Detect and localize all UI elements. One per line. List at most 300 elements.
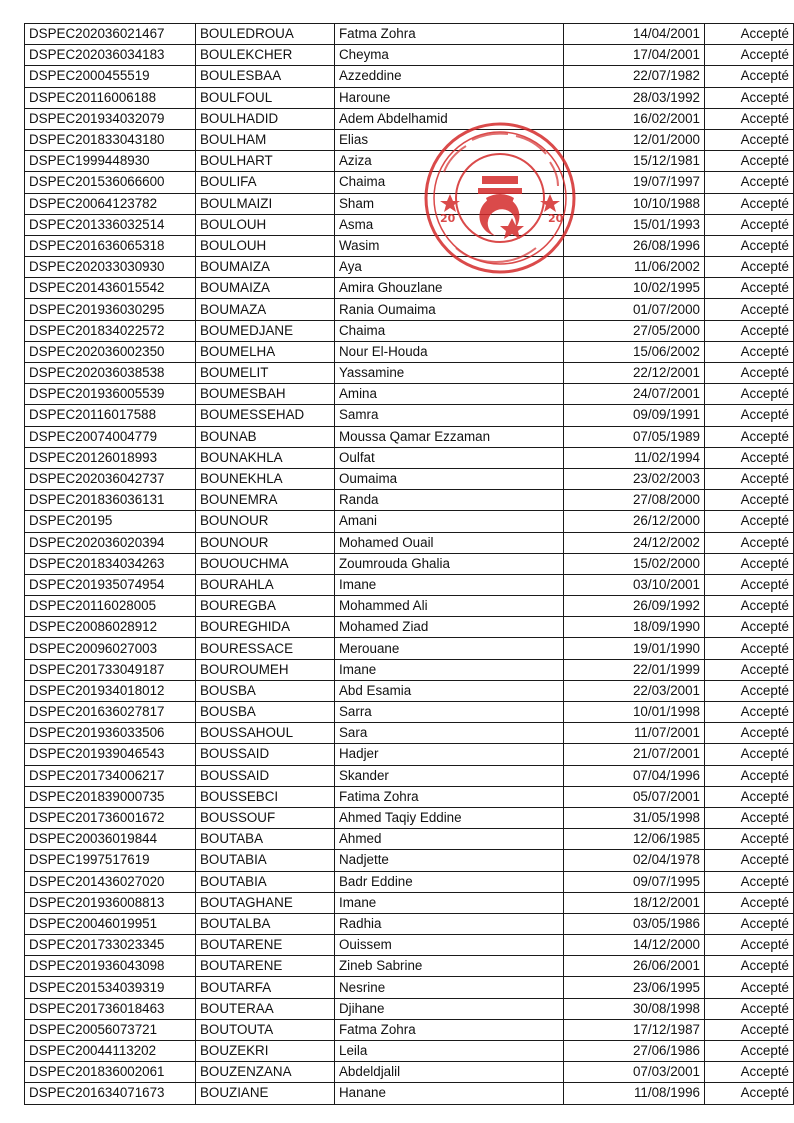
birth-date-cell: 24/07/2001 (564, 384, 705, 405)
status-cell: Accepté (705, 786, 794, 807)
table-row (25, 66, 794, 87)
table-row (25, 892, 794, 913)
candidate-id-cell: DSPEC201836002061 (25, 1062, 196, 1083)
last-name-cell: BOUSSAHOUL (196, 723, 335, 744)
candidate-id-cell: DSPEC20046019951 (25, 913, 196, 934)
birth-date-cell: 27/05/2000 (564, 320, 705, 341)
last-name-cell: BOULOUH (196, 214, 335, 235)
status-cell: Accepté (705, 257, 794, 278)
candidate-id-cell: DSPEC20116028005 (25, 596, 196, 617)
status-cell: Accepté (705, 214, 794, 235)
status-cell: Accepté (705, 807, 794, 828)
candidate-id-cell: DSPEC202036002350 (25, 341, 196, 362)
last-name-cell: BOUTARENE (196, 956, 335, 977)
first-name-cell: Nesrine (335, 977, 564, 998)
status-cell: Accepté (705, 468, 794, 489)
first-name-cell: Oulfat (335, 447, 564, 468)
last-name-cell: BOULFOUL (196, 87, 335, 108)
birth-date-cell: 10/10/1988 (564, 193, 705, 214)
birth-date-cell: 22/03/2001 (564, 680, 705, 701)
candidate-id-cell: DSPEC2000455519 (25, 66, 196, 87)
candidate-id-cell: DSPEC201934032079 (25, 108, 196, 129)
first-name-cell: Badr Eddine (335, 871, 564, 892)
status-cell: Accepté (705, 998, 794, 1019)
first-name-cell: Fatima Zohra (335, 786, 564, 807)
last-name-cell: BOULEDROUA (196, 24, 335, 45)
first-name-cell: Cheyma (335, 45, 564, 66)
status-cell: Accepté (705, 892, 794, 913)
stamp-year-left: 20 (440, 212, 456, 225)
status-cell: Accepté (705, 426, 794, 447)
status-cell: Accepté (705, 511, 794, 532)
last-name-cell: BOURESSACE (196, 638, 335, 659)
birth-date-cell: 07/03/2001 (564, 1062, 705, 1083)
first-name-cell: Oumaima (335, 468, 564, 489)
table-row (25, 214, 794, 235)
birth-date-cell: 15/01/1993 (564, 214, 705, 235)
birth-date-cell: 02/04/1978 (564, 850, 705, 871)
first-name-cell: Mohamed Ziad (335, 617, 564, 638)
candidate-id-cell: DSPEC201834022572 (25, 320, 196, 341)
first-name-cell: Nadjette (335, 850, 564, 871)
status-cell: Accepté (705, 45, 794, 66)
first-name-cell: Zoumrouda Ghalia (335, 553, 564, 574)
candidate-id-cell: DSPEC201534039319 (25, 977, 196, 998)
first-name-cell: Randa (335, 490, 564, 511)
table-row (25, 596, 794, 617)
table-row (25, 871, 794, 892)
last-name-cell: BOUMAIZA (196, 257, 335, 278)
status-cell: Accepté (705, 447, 794, 468)
status-cell: Accepté (705, 765, 794, 786)
last-name-cell: BOUNEMRA (196, 490, 335, 511)
status-cell: Accepté (705, 108, 794, 129)
birth-date-cell: 27/08/2000 (564, 490, 705, 511)
birth-date-cell: 17/12/1987 (564, 1019, 705, 1040)
last-name-cell: BOUSBA (196, 702, 335, 723)
table-row (25, 257, 794, 278)
last-name-cell: BOUREGBA (196, 596, 335, 617)
last-name-cell: BOUROUMEH (196, 659, 335, 680)
first-name-cell: Asma (335, 214, 564, 235)
candidate-id-cell: DSPEC20044113202 (25, 1041, 196, 1062)
first-name-cell: Adem Abdelhamid (335, 108, 564, 129)
table-row (25, 108, 794, 129)
last-name-cell: BOUTARENE (196, 935, 335, 956)
table-row (25, 935, 794, 956)
last-name-cell: BOUTALBA (196, 913, 335, 934)
first-name-cell: Wasim (335, 235, 564, 256)
first-name-cell: Imane (335, 892, 564, 913)
birth-date-cell: 23/06/1995 (564, 977, 705, 998)
table-row (25, 532, 794, 553)
first-name-cell: Mohamed Ouail (335, 532, 564, 553)
last-name-cell: BOUTARFA (196, 977, 335, 998)
table-row (25, 87, 794, 108)
last-name-cell: BOUMESBAH (196, 384, 335, 405)
status-cell: Accepté (705, 341, 794, 362)
birth-date-cell: 16/02/2001 (564, 108, 705, 129)
candidate-id-cell: DSPEC202036020394 (25, 532, 196, 553)
status-cell: Accepté (705, 680, 794, 701)
candidate-id-cell: DSPEC201833043180 (25, 129, 196, 150)
status-cell: Accepté (705, 1062, 794, 1083)
candidate-id-cell: DSPEC201936005539 (25, 384, 196, 405)
status-cell: Accepté (705, 299, 794, 320)
first-name-cell: Hadjer (335, 744, 564, 765)
first-name-cell: Amina (335, 384, 564, 405)
first-name-cell: Zineb Sabrine (335, 956, 564, 977)
table-row (25, 468, 794, 489)
status-cell: Accepté (705, 320, 794, 341)
birth-date-cell: 17/04/2001 (564, 45, 705, 66)
candidate-id-cell: DSPEC20056073721 (25, 1019, 196, 1040)
first-name-cell: Ouissem (335, 935, 564, 956)
status-cell: Accepté (705, 363, 794, 384)
table-row (25, 45, 794, 66)
candidate-id-cell: DSPEC201733049187 (25, 659, 196, 680)
candidate-id-cell: DSPEC201436027020 (25, 871, 196, 892)
status-cell: Accepté (705, 638, 794, 659)
table-row (25, 1083, 794, 1104)
last-name-cell: BOUNEKHLA (196, 468, 335, 489)
last-name-cell: BOUZEKRI (196, 1041, 335, 1062)
status-cell: Accepté (705, 1041, 794, 1062)
table-row (25, 829, 794, 850)
status-cell: Accepté (705, 532, 794, 553)
birth-date-cell: 03/10/2001 (564, 574, 705, 595)
candidate-id-cell: DSPEC20116017588 (25, 405, 196, 426)
results-table (24, 23, 794, 1105)
last-name-cell: BOUTABIA (196, 850, 335, 871)
candidate-id-cell: DSPEC201836036131 (25, 490, 196, 511)
last-name-cell: BOUNOUR (196, 532, 335, 553)
birth-date-cell: 07/05/1989 (564, 426, 705, 447)
candidate-id-cell: DSPEC20074004779 (25, 426, 196, 447)
last-name-cell: BOULMAIZI (196, 193, 335, 214)
candidate-id-cell: DSPEC201634071673 (25, 1083, 196, 1104)
birth-date-cell: 15/06/2002 (564, 341, 705, 362)
birth-date-cell: 22/12/2001 (564, 363, 705, 384)
first-name-cell: Sarra (335, 702, 564, 723)
status-cell: Accepté (705, 1083, 794, 1104)
birth-date-cell: 30/08/1998 (564, 998, 705, 1019)
last-name-cell: BOULIFA (196, 172, 335, 193)
candidate-id-cell: DSPEC201636027817 (25, 702, 196, 723)
birth-date-cell: 14/04/2001 (564, 24, 705, 45)
first-name-cell: Mohammed Ali (335, 596, 564, 617)
birth-date-cell: 18/09/1990 (564, 617, 705, 638)
candidate-id-cell: DSPEC201935074954 (25, 574, 196, 595)
last-name-cell: BOULHADID (196, 108, 335, 129)
first-name-cell: Abdeldjalil (335, 1062, 564, 1083)
birth-date-cell: 31/05/1998 (564, 807, 705, 828)
table-row (25, 553, 794, 574)
last-name-cell: BOULOUH (196, 235, 335, 256)
first-name-cell: Amani (335, 511, 564, 532)
status-cell: Accepté (705, 913, 794, 934)
table-row (25, 363, 794, 384)
last-name-cell: BOUZIANE (196, 1083, 335, 1104)
first-name-cell: Elias (335, 129, 564, 150)
status-cell: Accepté (705, 850, 794, 871)
birth-date-cell: 23/02/2003 (564, 468, 705, 489)
last-name-cell: BOULESBAA (196, 66, 335, 87)
status-cell: Accepté (705, 24, 794, 45)
candidate-id-cell: DSPEC201839000735 (25, 786, 196, 807)
table-row (25, 447, 794, 468)
table-row (25, 1062, 794, 1083)
candidate-id-cell: DSPEC20195 (25, 511, 196, 532)
candidate-id-cell: DSPEC201736018463 (25, 998, 196, 1019)
first-name-cell: Merouane (335, 638, 564, 659)
first-name-cell: Nour El-Houda (335, 341, 564, 362)
candidate-id-cell: DSPEC201733023345 (25, 935, 196, 956)
last-name-cell: BOUSBA (196, 680, 335, 701)
table-row (25, 786, 794, 807)
birth-date-cell: 09/09/1991 (564, 405, 705, 426)
last-name-cell: BOUZENZANA (196, 1062, 335, 1083)
last-name-cell: BOUTABIA (196, 871, 335, 892)
candidate-id-cell: DSPEC201936008813 (25, 892, 196, 913)
status-cell: Accepté (705, 977, 794, 998)
first-name-cell: Imane (335, 574, 564, 595)
last-name-cell: BOUOUCHMA (196, 553, 335, 574)
table-row (25, 638, 794, 659)
table-row (25, 511, 794, 532)
status-cell: Accepté (705, 574, 794, 595)
table-row (25, 807, 794, 828)
results-table-body (25, 24, 794, 1105)
candidate-id-cell: DSPEC201736001672 (25, 807, 196, 828)
first-name-cell: Sham (335, 193, 564, 214)
last-name-cell: BOUMESSEHAD (196, 405, 335, 426)
first-name-cell: Radhia (335, 913, 564, 934)
first-name-cell: Fatma Zohra (335, 24, 564, 45)
last-name-cell: BOUMELHA (196, 341, 335, 362)
first-name-cell: Haroune (335, 87, 564, 108)
status-cell: Accepté (705, 87, 794, 108)
first-name-cell: Ahmed (335, 829, 564, 850)
birth-date-cell: 19/01/1990 (564, 638, 705, 659)
birth-date-cell: 03/05/1986 (564, 913, 705, 934)
last-name-cell: BOUMAIZA (196, 278, 335, 299)
first-name-cell: Imane (335, 659, 564, 680)
status-cell: Accepté (705, 151, 794, 172)
last-name-cell: BOUMAZA (196, 299, 335, 320)
last-name-cell: BOUREGHIDA (196, 617, 335, 638)
status-cell: Accepté (705, 744, 794, 765)
table-row (25, 172, 794, 193)
status-cell: Accepté (705, 935, 794, 956)
birth-date-cell: 22/07/1982 (564, 66, 705, 87)
table-row (25, 1041, 794, 1062)
birth-date-cell: 15/12/1981 (564, 151, 705, 172)
table-row (25, 24, 794, 45)
status-cell: Accepté (705, 235, 794, 256)
status-cell: Accepté (705, 66, 794, 87)
status-cell: Accepté (705, 723, 794, 744)
birth-date-cell: 11/08/1996 (564, 1083, 705, 1104)
table-row (25, 913, 794, 934)
candidate-id-cell: DSPEC201734006217 (25, 765, 196, 786)
table-row (25, 1019, 794, 1040)
birth-date-cell: 10/01/1998 (564, 702, 705, 723)
last-name-cell: BOUTAGHANE (196, 892, 335, 913)
candidate-id-cell: DSPEC201939046543 (25, 744, 196, 765)
last-name-cell: BOURAHLA (196, 574, 335, 595)
candidate-id-cell: DSPEC201536066600 (25, 172, 196, 193)
last-name-cell: BOULHAM (196, 129, 335, 150)
first-name-cell: Leila (335, 1041, 564, 1062)
candidate-id-cell: DSPEC202036042737 (25, 468, 196, 489)
status-cell: Accepté (705, 1019, 794, 1040)
table-row (25, 278, 794, 299)
last-name-cell: BOUSSAID (196, 744, 335, 765)
table-row (25, 490, 794, 511)
birth-date-cell: 05/07/2001 (564, 786, 705, 807)
status-cell: Accepté (705, 956, 794, 977)
birth-date-cell: 24/12/2002 (564, 532, 705, 553)
birth-date-cell: 09/07/1995 (564, 871, 705, 892)
status-cell: Accepté (705, 384, 794, 405)
table-row (25, 659, 794, 680)
status-cell: Accepté (705, 553, 794, 574)
birth-date-cell: 19/07/1997 (564, 172, 705, 193)
birth-date-cell: 14/12/2000 (564, 935, 705, 956)
table-row (25, 998, 794, 1019)
table-row (25, 617, 794, 638)
first-name-cell: Samra (335, 405, 564, 426)
birth-date-cell: 22/01/1999 (564, 659, 705, 680)
last-name-cell: BOULEKCHER (196, 45, 335, 66)
last-name-cell: BOUTERAA (196, 998, 335, 1019)
table-row (25, 426, 794, 447)
birth-date-cell: 11/07/2001 (564, 723, 705, 744)
candidate-id-cell: DSPEC201936043098 (25, 956, 196, 977)
last-name-cell: BOUNAKHLA (196, 447, 335, 468)
candidate-id-cell: DSPEC202036034183 (25, 45, 196, 66)
first-name-cell: Yassamine (335, 363, 564, 384)
table-row (25, 765, 794, 786)
last-name-cell: BOUNOUR (196, 511, 335, 532)
table-row (25, 235, 794, 256)
candidate-id-cell: DSPEC201636065318 (25, 235, 196, 256)
status-cell: Accepté (705, 596, 794, 617)
status-cell: Accepté (705, 172, 794, 193)
candidate-id-cell: DSPEC201436015542 (25, 278, 196, 299)
last-name-cell: BOUMEDJANE (196, 320, 335, 341)
birth-date-cell: 26/06/2001 (564, 956, 705, 977)
table-row (25, 744, 794, 765)
birth-date-cell: 26/12/2000 (564, 511, 705, 532)
table-row (25, 702, 794, 723)
birth-date-cell: 07/04/1996 (564, 765, 705, 786)
first-name-cell: Azzeddine (335, 66, 564, 87)
status-cell: Accepté (705, 871, 794, 892)
first-name-cell: Amira Ghouzlane (335, 278, 564, 299)
birth-date-cell: 12/01/2000 (564, 129, 705, 150)
candidate-id-cell: DSPEC202036038538 (25, 363, 196, 384)
birth-date-cell: 26/08/1996 (564, 235, 705, 256)
table-row (25, 574, 794, 595)
last-name-cell: BOUTABA (196, 829, 335, 850)
table-row (25, 193, 794, 214)
candidate-id-cell: DSPEC1999448930 (25, 151, 196, 172)
status-cell: Accepté (705, 490, 794, 511)
candidate-id-cell: DSPEC1997517619 (25, 850, 196, 871)
first-name-cell: Sara (335, 723, 564, 744)
candidate-id-cell: DSPEC201936033506 (25, 723, 196, 744)
birth-date-cell: 11/02/1994 (564, 447, 705, 468)
birth-date-cell: 15/02/2000 (564, 553, 705, 574)
birth-date-cell: 12/06/1985 (564, 829, 705, 850)
table-row (25, 129, 794, 150)
candidate-id-cell: DSPEC20086028912 (25, 617, 196, 638)
first-name-cell: Aziza (335, 151, 564, 172)
birth-date-cell: 28/03/1992 (564, 87, 705, 108)
candidate-id-cell: DSPEC20126018993 (25, 447, 196, 468)
stamp-year-right: 20 (548, 212, 564, 225)
first-name-cell: Ahmed Taqiy Eddine (335, 807, 564, 828)
candidate-id-cell: DSPEC201936030295 (25, 299, 196, 320)
status-cell: Accepté (705, 278, 794, 299)
status-cell: Accepté (705, 405, 794, 426)
first-name-cell: Djihane (335, 998, 564, 1019)
table-row (25, 723, 794, 744)
first-name-cell: Abd Esamia (335, 680, 564, 701)
table-row (25, 956, 794, 977)
first-name-cell: Chaima (335, 172, 564, 193)
candidate-id-cell: DSPEC202033030930 (25, 257, 196, 278)
candidate-id-cell: DSPEC20096027003 (25, 638, 196, 659)
last-name-cell: BOUSSEBCI (196, 786, 335, 807)
birth-date-cell: 01/07/2000 (564, 299, 705, 320)
first-name-cell: Hanane (335, 1083, 564, 1104)
birth-date-cell: 11/06/2002 (564, 257, 705, 278)
table-row (25, 320, 794, 341)
table-row (25, 341, 794, 362)
last-name-cell: BOUTOUTA (196, 1019, 335, 1040)
birth-date-cell: 27/06/1986 (564, 1041, 705, 1062)
first-name-cell: Moussa Qamar Ezzaman (335, 426, 564, 447)
first-name-cell: Aya (335, 257, 564, 278)
last-name-cell: BOUSSAID (196, 765, 335, 786)
table-row (25, 384, 794, 405)
birth-date-cell: 21/07/2001 (564, 744, 705, 765)
first-name-cell: Chaima (335, 320, 564, 341)
last-name-cell: BOUSSOUF (196, 807, 335, 828)
candidate-id-cell: DSPEC201834034263 (25, 553, 196, 574)
status-cell: Accepté (705, 193, 794, 214)
candidate-id-cell: DSPEC201934018012 (25, 680, 196, 701)
table-row (25, 151, 794, 172)
first-name-cell: Rania Oumaima (335, 299, 564, 320)
last-name-cell: BOULHART (196, 151, 335, 172)
status-cell: Accepté (705, 617, 794, 638)
candidate-id-cell: DSPEC20116006188 (25, 87, 196, 108)
birth-date-cell: 10/02/1995 (564, 278, 705, 299)
candidate-id-cell: DSPEC202036021467 (25, 24, 196, 45)
candidate-id-cell: DSPEC20036019844 (25, 829, 196, 850)
candidate-id-cell: DSPEC20064123782 (25, 193, 196, 214)
table-row (25, 850, 794, 871)
birth-date-cell: 18/12/2001 (564, 892, 705, 913)
status-cell: Accepté (705, 829, 794, 850)
table-row (25, 299, 794, 320)
candidate-id-cell: DSPEC201336032514 (25, 214, 196, 235)
table-row (25, 405, 794, 426)
